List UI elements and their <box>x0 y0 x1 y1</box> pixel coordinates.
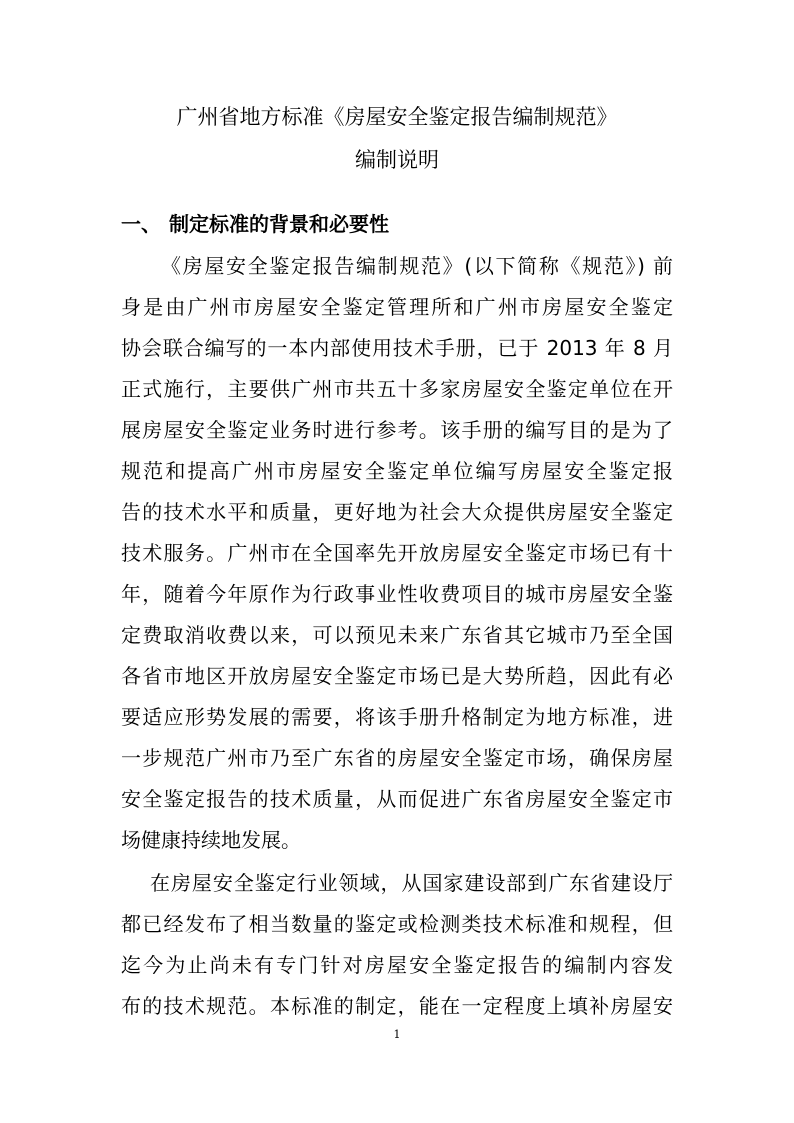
paragraph-1-line: 规范和提高广州市房屋安全鉴定单位编写房屋安全鉴定报 <box>121 459 673 483</box>
paragraph-1-line: 协会联合编写的一本内部使用技术手册，已于 2013 年 8 月 <box>121 336 673 360</box>
section-number: 一、 <box>121 212 161 236</box>
paragraph-1-line: 安全鉴定报告的技术质量，从而促进广东省房屋安全鉴定市 <box>121 787 673 811</box>
paragraph-2-line: 在房屋安全鉴定行业领域，从国家建设部到广东省建设厅 <box>150 871 673 895</box>
document-subtitle: 编制说明 <box>355 148 439 172</box>
paragraph-2-line: 迄今为止尚未有专门针对房屋安全鉴定报告的编制内容发 <box>121 953 673 977</box>
paragraph-1-line: 各省市地区开放房屋安全鉴定市场已是大势所趋，因此有必 <box>121 664 673 688</box>
paragraph-1-line: 正式施行，主要供广州市共五十多家房屋安全鉴定单位在开 <box>121 377 673 401</box>
paragraph-1-line: 场健康持续地发展。 <box>121 828 301 852</box>
paragraph-1-line: 技术服务。广州市在全国率先开放房屋安全鉴定市场已有十 <box>121 541 673 565</box>
paragraph-1-line: 身是由广州市房屋安全鉴定管理所和广州市房屋安全鉴定 <box>121 295 673 319</box>
paragraph-2-line: 布的技术规范。本标准的制定，能在一定程度上填补房屋安 <box>121 994 673 1018</box>
paragraph-2-line: 都已经发布了相当数量的鉴定或检测类技术标准和规程，但 <box>121 912 673 936</box>
section-heading-text: 制定标准的背景和必要性 <box>169 212 389 236</box>
paragraph-1-line: 展房屋安全鉴定业务时进行参考。该手册的编写目的是为了 <box>121 418 673 442</box>
paragraph-1-line: 定费取消收费以来，可以预见未来广东省其它城市乃至全国 <box>121 623 673 647</box>
paragraph-1-line: 要适应形势发展的需要，将该手册升格制定为地方标准，进 <box>121 705 673 729</box>
paragraph-1-line: 告的技术水平和质量，更好地为社会大众提供房屋安全鉴定 <box>121 500 673 524</box>
page-number: 1 <box>393 1028 401 1041</box>
paragraph-1-line: 一步规范广州市乃至广东省的房屋安全鉴定市场，确保房屋 <box>121 746 673 770</box>
document-title: 广州省地方标准《房屋安全鉴定报告编制规范》 <box>176 105 618 129</box>
section-heading <box>121 210 389 238</box>
paragraph-1-line: 年，随着今年原作为行政事业性收费项目的城市房屋安全鉴 <box>121 582 673 606</box>
paragraph-1-line: 《房屋安全鉴定报告编制规范》(以下简称《规范》) 前 <box>161 254 673 278</box>
